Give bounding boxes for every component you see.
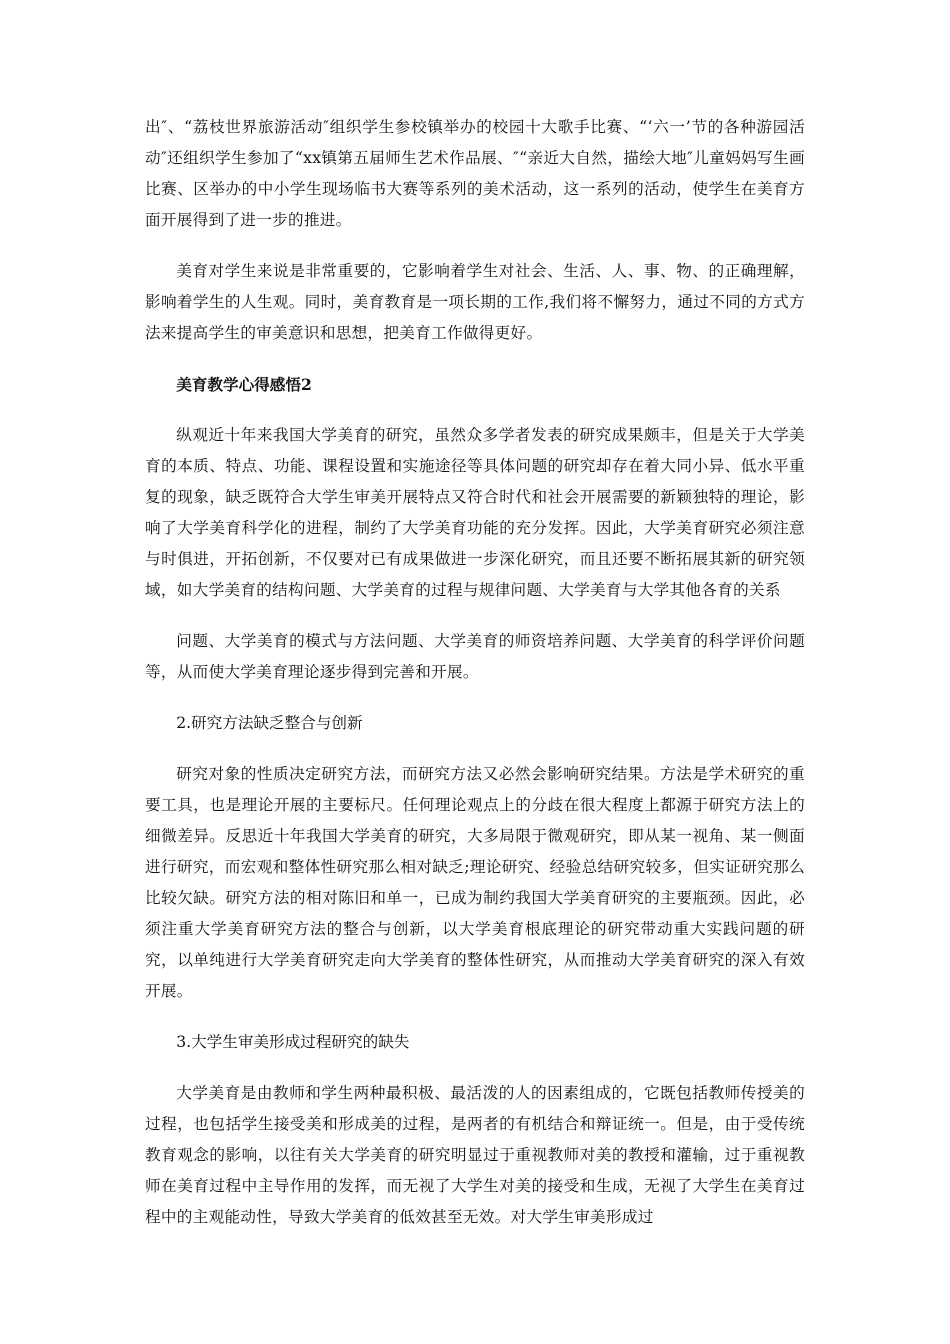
paragraph-importance: 美育对学生来说是非常重要的，它影响着学生对社会、生活、人、事、物、的正确理解，影响着学生的人生观。同时，美育教育是一项长期的工作,我们将不懈努力，通过不同的方式方法来提高学生的审美意识和思想，把美育工作做得更好。 bbox=[145, 262, 805, 342]
section-heading: 美育教学心得感悟2 bbox=[176, 375, 312, 394]
paragraph-methods: 研究对象的性质决定研究方法，而研究方法又必然会影响研究结果。方法是学术研究的重要工具，也是理论开展的主要标尺。任何理论观点上的分歧在很大程度上都源于研究方法上的细微差异。反思近十年我国大学美育的研究，大多局限于微观研究，即从某一视角、某一侧面进行研究，而宏观和整体性研究那么相对缺乏;理论研究、经验总结研究较多，但实证研究那么比较欠缺。研究方法的相对陈旧和单一，已成为制约我国大学美育研究的主要瓶颈。因此，必须注重大学美育研究方法的整合与创新，以大学美育根底理论的研究带动重大实践问题的研究，以单纯进行大学美育研究走向大学美育的整体性研究，从而推动大学美育研究的深入有效开展。 bbox=[145, 765, 805, 1000]
paragraph-activities: 出″、“荔枝世界旅游活动″组织学生参校镇举办的校园十大歌手比赛、“‘六一’节的各种游园活动″还组织学生参加了“xx镇第五届师生艺术作品展、″“亲近大自然，描绘大地″儿童妈妈写生画比赛、区举办的中小学生现场临书大赛等系列的美术活动，这一系列的活动，使学生在美育方面开展得到了进一步的推进。 bbox=[145, 118, 805, 229]
paragraph-overview: 纵观近十年来我国大学美育的研究，虽然众多学者发表的研究成果颇丰，但是关于大学美育的本质、特点、功能、课程设置和实施途径等具体问题的研究却存在着大同小异、低水平重复的现象，缺乏既符合大学生审美开展特点又符合时代和社会开展需要的新颖独特的理论，影响了大学美育科学化的进程，制约了大学美育功能的充分发挥。因此，大学美育研究必须注意与时俱进，开拓创新，不仅要对已有成果做进一步深化研究，而且还要不断拓展其新的研究领域，如大学美育的结构问题、大学美育的过程与规律问题、大学美育与大学其他各育的关系 bbox=[145, 426, 805, 599]
subheading-aesthetic-formation: 3.大学生审美形成过程研究的缺失 bbox=[176, 1033, 410, 1051]
paragraph-problems: 问题、大学美育的模式与方法问题、大学美育的师资培养问题、大学美育的科学评价问题等，从而使大学美育理论逐步得到完善和开展。 bbox=[145, 632, 805, 681]
paragraph-aesthetic-formation: 大学美育是由教师和学生两种最积极、最活泼的人的因素组成的，它既包括教师传授美的过程，也包括学生接受美和形成美的过程，是两者的有机结合和辩证统一。但是，由于受传统教育观念的影响，以往有关大学美育的研究明显过于重视教师对美的教授和灌输，过于重视教师在美育过程中主导作用的发挥，而无视了大学生对美的接受和生成，无视了大学生在美育过程中的主观能动性，导致大学美育的低效甚至无效。对大学生审美形成过 bbox=[145, 1084, 805, 1226]
document-page bbox=[145, 112, 805, 1253]
subheading-methods: 2.研究方法缺乏整合与创新 bbox=[176, 714, 363, 732]
